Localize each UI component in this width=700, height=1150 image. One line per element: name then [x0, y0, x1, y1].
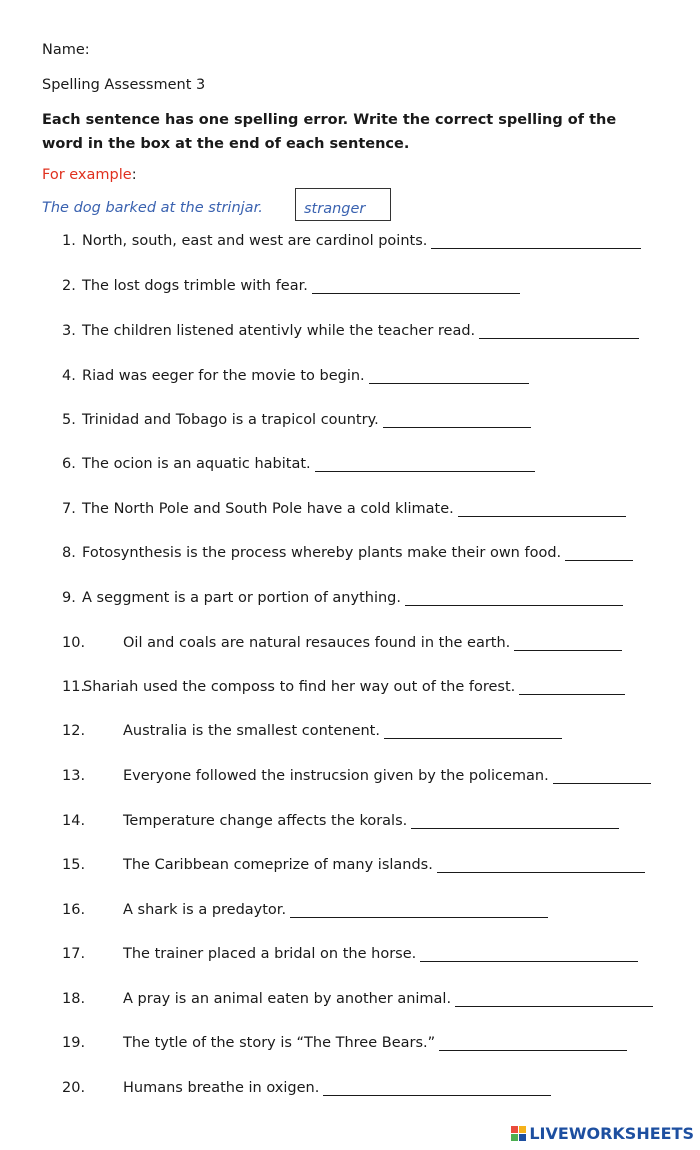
question-number: 14. — [62, 813, 86, 829]
question-1 — [62, 232, 641, 249]
answer-blank[interactable] — [431, 232, 641, 249]
question-15 — [62, 856, 645, 873]
example-label — [42, 167, 137, 183]
question-number: 5. — [62, 412, 76, 428]
answer-blank[interactable] — [458, 500, 626, 517]
question-16 — [62, 901, 548, 918]
question-18 — [62, 990, 653, 1007]
question-number: 10. — [62, 635, 86, 651]
question-number: 4. — [62, 368, 76, 384]
answer-blank[interactable] — [315, 455, 535, 472]
logo-square-yellow — [519, 1126, 526, 1133]
question-7 — [62, 500, 626, 517]
question-3 — [62, 322, 639, 339]
liveworksheets-brand: LIVEWORKSHEETS — [529, 1124, 694, 1143]
question-text: A pray is an animal eaten by another animal. — [123, 991, 452, 1007]
answer-blank[interactable] — [455, 990, 653, 1007]
logo-square-red — [511, 1126, 518, 1133]
question-6 — [62, 455, 535, 472]
answer-blank[interactable] — [312, 277, 520, 294]
liveworksheets-logo — [511, 1124, 694, 1143]
answer-blank[interactable] — [290, 901, 548, 918]
question-number: 6. — [62, 456, 76, 472]
question-text: Shariah used the composs to find her way out of the forest. — [83, 679, 516, 695]
assessment-title: Spelling Assessment 3 — [42, 77, 206, 93]
question-11 — [62, 678, 625, 695]
question-number: 8. — [62, 545, 76, 561]
example-sentence: The dog barked at the strinjar. — [42, 200, 263, 216]
question-19 — [62, 1034, 627, 1051]
name-label: Name: — [42, 42, 90, 58]
question-text: Humans breathe in oxigen. — [123, 1080, 320, 1096]
question-number: 15. — [62, 857, 86, 873]
answer-blank[interactable] — [437, 856, 645, 873]
answer-blank[interactable] — [383, 411, 531, 428]
question-text: Australia is the smallest contenent. — [123, 723, 380, 739]
question-14 — [62, 812, 619, 829]
question-number: 1. — [62, 233, 76, 249]
answer-blank[interactable] — [565, 544, 633, 561]
answer-blank[interactable] — [369, 367, 529, 384]
question-text: The tytle of the story is “The Three Bears.” — [123, 1035, 436, 1051]
question-text: Oil and coals are natural resauces found in the earth. — [123, 635, 511, 651]
question-text: The ocion is an aquatic habitat. — [82, 456, 311, 472]
question-number: 13. — [62, 768, 86, 784]
question-number: 16. — [62, 902, 86, 918]
question-text: North, south, east and west are cardinol points. — [82, 233, 428, 249]
answer-blank[interactable] — [411, 812, 619, 829]
question-9 — [62, 589, 623, 606]
question-5 — [62, 411, 531, 428]
question-17 — [62, 945, 638, 962]
question-text: Fotosynthesis is the process whereby plants make their own food. — [82, 545, 562, 561]
question-text: Temperature change affects the korals. — [123, 813, 408, 829]
question-4 — [62, 367, 529, 384]
question-text: The Caribbean comeprize of many islands. — [123, 857, 433, 873]
question-text: A shark is a predaytor. — [123, 902, 287, 918]
answer-blank[interactable] — [384, 722, 562, 739]
answer-blank[interactable] — [553, 767, 651, 784]
question-20 — [62, 1079, 551, 1096]
instructions: Each sentence has one spelling error. Write the correct spelling of the word in the box at the end of each sentence. — [42, 112, 617, 152]
question-number: 17. — [62, 946, 86, 962]
question-number: 11. — [62, 679, 86, 695]
question-number: 9. — [62, 590, 76, 606]
question-text: The lost dogs trimble with fear. — [82, 278, 308, 294]
logo-square-blue — [519, 1134, 526, 1141]
example-answer-box: stranger — [295, 188, 391, 221]
question-text: The North Pole and South Pole have a cold klimate. — [82, 501, 454, 517]
answer-blank[interactable] — [405, 589, 623, 606]
question-2 — [62, 277, 520, 294]
question-text: Everyone followed the instrucsion given by the policeman. — [123, 768, 549, 784]
question-13 — [62, 767, 651, 784]
question-number: 19. — [62, 1035, 86, 1051]
question-number: 7. — [62, 501, 76, 517]
question-text: Riad was eeger for the movie to begin. — [82, 368, 365, 384]
question-number: 2. — [62, 278, 76, 294]
answer-blank[interactable] — [519, 678, 625, 695]
liveworksheets-logo-icon — [511, 1126, 526, 1141]
question-12 — [62, 722, 562, 739]
question-number: 20. — [62, 1080, 86, 1096]
example-label-colon: : — [131, 167, 137, 183]
question-number: 18. — [62, 991, 86, 1007]
answer-blank[interactable] — [420, 945, 638, 962]
answer-blank[interactable] — [514, 634, 622, 651]
question-text: A seggment is a part or portion of anything. — [82, 590, 401, 606]
logo-square-green — [511, 1134, 518, 1141]
question-number: 3. — [62, 323, 76, 339]
question-text: The trainer placed a bridal on the horse. — [123, 946, 417, 962]
question-text: The children listened atentivly while the teacher read. — [82, 323, 476, 339]
example-label-text: For example — [42, 167, 132, 183]
answer-blank[interactable] — [479, 322, 639, 339]
answer-blank[interactable] — [323, 1079, 551, 1096]
question-text: Trinidad and Tobago is a trapicol country. — [82, 412, 379, 428]
question-10 — [62, 634, 622, 651]
question-number: 12. — [62, 723, 86, 739]
answer-blank[interactable] — [439, 1034, 627, 1051]
question-8 — [62, 544, 633, 561]
